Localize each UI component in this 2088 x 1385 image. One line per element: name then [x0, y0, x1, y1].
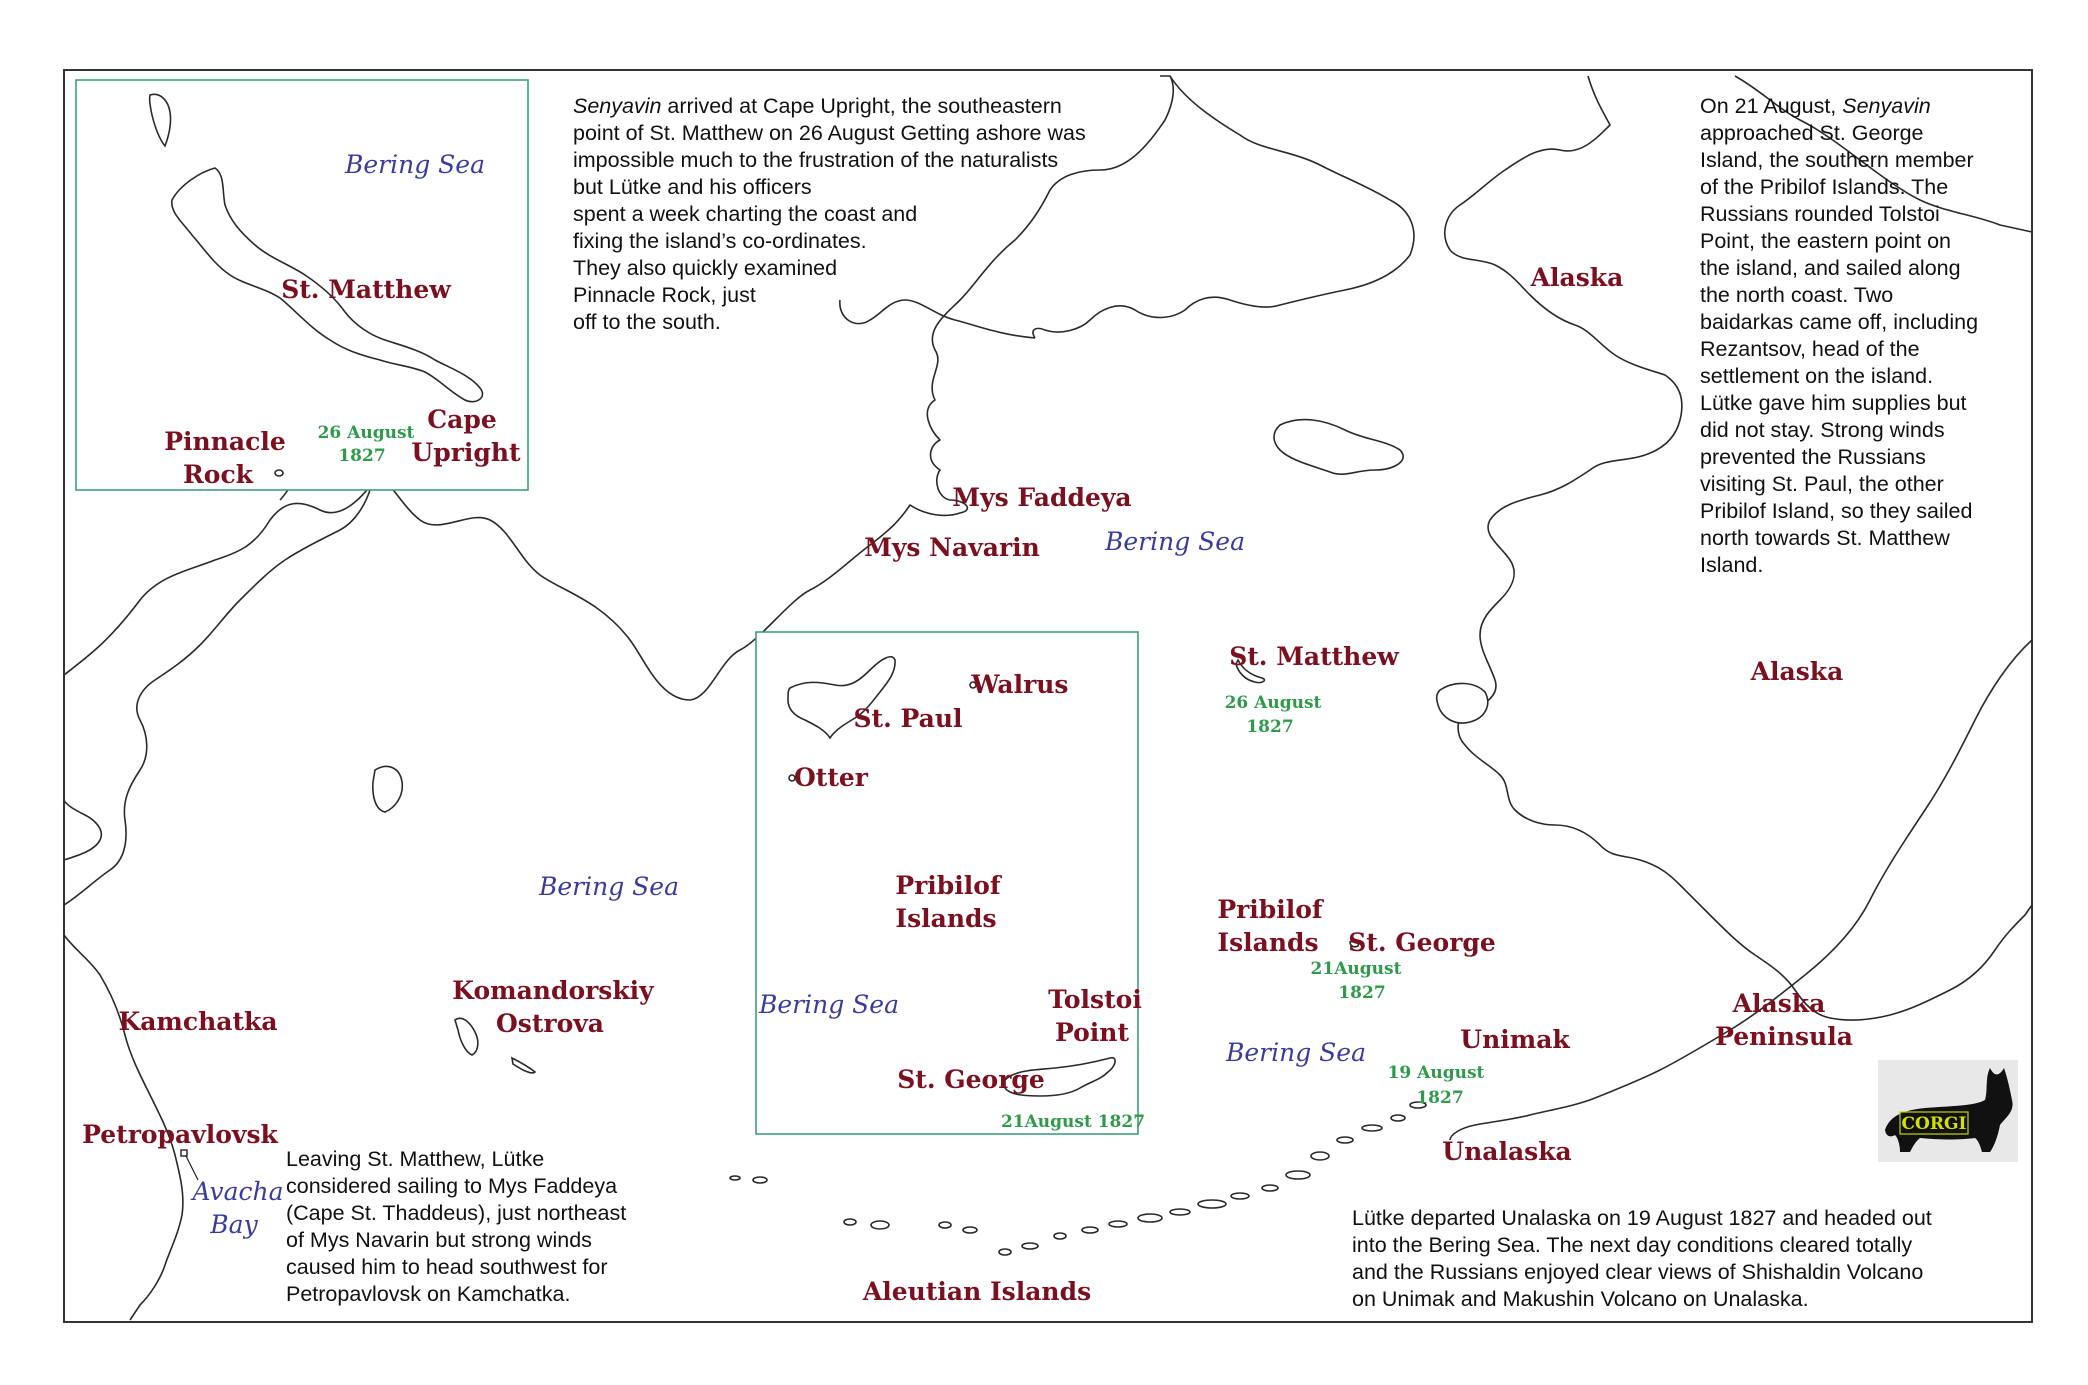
note-top-center-text: arrived at Cape Upright, the southeastern point of St. Matthew on 26 August Getting ashore was impossible much to the frustration of the naturalists but Lütke and his officers spent a week charting the coast and fixing the island’s co-ordinates. They also quickly examined Pinnacle Rock, just off to the south.	[573, 94, 1086, 334]
inset-pribilof	[756, 632, 1145, 1134]
label-unalaska: Unalaska	[1442, 1137, 1572, 1166]
label-bering-sea-north: Bering Sea	[1105, 527, 1245, 556]
inset-pinnacle-line1: Pinnacle	[164, 427, 286, 456]
note-top-right-text: approached St. George Island, the southern member of the Pribilof Islands. The Russians rounded Tolstoi Point, the eastern point on the island, and sailed along the north coast. Two baidarkas came off, including Rezantsov, head of the settlement on the island. Lütke gave him supplies but did not stay. Strong winds prevented the Russians visiting St. Paul, the other Pribilof Island, so they sailed north towards St. Matthew Island.	[1700, 121, 1979, 577]
label-komandorskiy-2: Ostrova	[496, 1009, 604, 1038]
label-alaska-peninsula-2: Peninsula	[1715, 1022, 1853, 1051]
label-mys-navarin: Mys Navarin	[864, 533, 1040, 562]
note-bottom-right: Lütke departed Unalaska on 19 August 1827 and headed out into the Bering Sea. The next day conditions cleared totally and the Russians enjoyed clear views of Shishaldin Volcano on Unimak and Makushin Volcano on Unalaska.	[1352, 1206, 1932, 1311]
label-aleutian-islands: Aleutian Islands	[862, 1277, 1092, 1306]
note-top-right-lead: On 21 August,	[1700, 94, 1843, 118]
inset-st-george-label: St. George	[897, 1065, 1045, 1094]
label-avacha-1: Avacha	[192, 1177, 284, 1206]
label-st-matthew: St. Matthew	[1229, 642, 1399, 671]
label-st-matthew-date1: 26 August	[1224, 693, 1322, 713]
inset-pinnacle-rock-mark	[275, 470, 283, 476]
inset-sea-label: Bering Sea	[345, 150, 485, 179]
inset-group-line2: Islands	[895, 904, 997, 933]
corgi-logo	[1878, 1060, 2018, 1162]
label-bering-sea-south: Bering Sea	[1226, 1038, 1366, 1067]
label-alaska-north: Alaska	[1530, 263, 1624, 292]
inset-date-line1: 26 August	[317, 423, 415, 443]
label-st-matthew-date2: 1827	[1246, 717, 1294, 737]
inset-date-label: 21August 1827	[1000, 1112, 1146, 1132]
inset-date-line2: 1827	[338, 446, 386, 466]
label-pribilof-1: Pribilof	[1217, 895, 1323, 924]
label-pribilof-2: Islands	[1217, 928, 1319, 957]
inset-sea-label: Bering Sea	[759, 990, 899, 1019]
label-unimak-date1: 19 August	[1387, 1063, 1485, 1083]
inset-pinnacle-line2: Rock	[183, 460, 253, 489]
note-top-right-vessel: Senyavin	[1842, 94, 1931, 118]
note-top-right	[1700, 93, 2025, 579]
petropavlovsk-marker	[181, 1150, 187, 1156]
label-bering-sea-west: Bering Sea	[539, 872, 679, 901]
note-bottom-left: Leaving St. Matthew, Lütke considered sailing to Mys Faddeya (Cape St. Thaddeus), just northeast of Mys Navarin but strong winds caused him to head southwest for Petropavlovsk on Kamchatka.	[286, 1147, 627, 1306]
inset-island-label: St. Matthew	[281, 275, 451, 304]
note-top-center	[573, 93, 1173, 336]
inset-cape-line2: Upright	[411, 438, 521, 467]
label-unimak-date2: 1827	[1416, 1088, 1464, 1108]
inset-st-matthew	[76, 80, 528, 490]
note-top-center-vessel: Senyavin	[573, 94, 662, 118]
label-komandorskiy-1: Komandorskiy	[452, 976, 654, 1005]
label-alaska-peninsula-1: Alaska	[1732, 989, 1826, 1018]
label-petropavlovsk: Petropavlovsk	[82, 1120, 278, 1149]
inset-walrus-label: Walrus	[971, 670, 1069, 699]
label-st-george-date1: 21August	[1310, 959, 1402, 979]
label-alaska-east: Alaska	[1750, 657, 1844, 686]
inset-group-line1: Pribilof	[895, 871, 1001, 900]
corgi-logo-text: CORGI	[1901, 1114, 1967, 1134]
label-kamchatka: Kamchatka	[118, 1007, 278, 1036]
inset-st-paul-label: St. Paul	[853, 704, 963, 733]
label-avacha-2: Bay	[210, 1210, 258, 1239]
label-st-george-date2: 1827	[1338, 983, 1386, 1003]
label-mys-faddeya: Mys Faddeya	[952, 483, 1132, 512]
inset-cape-line1: Cape	[427, 405, 497, 434]
inset-otter-label: Otter	[794, 763, 868, 792]
inset-tolstoi-line2: Point	[1054, 1018, 1130, 1047]
inset-tolstoi-line1: Tolstoi	[1048, 985, 1142, 1014]
label-unimak: Unimak	[1460, 1025, 1570, 1054]
label-st-george: St. George	[1348, 928, 1496, 957]
